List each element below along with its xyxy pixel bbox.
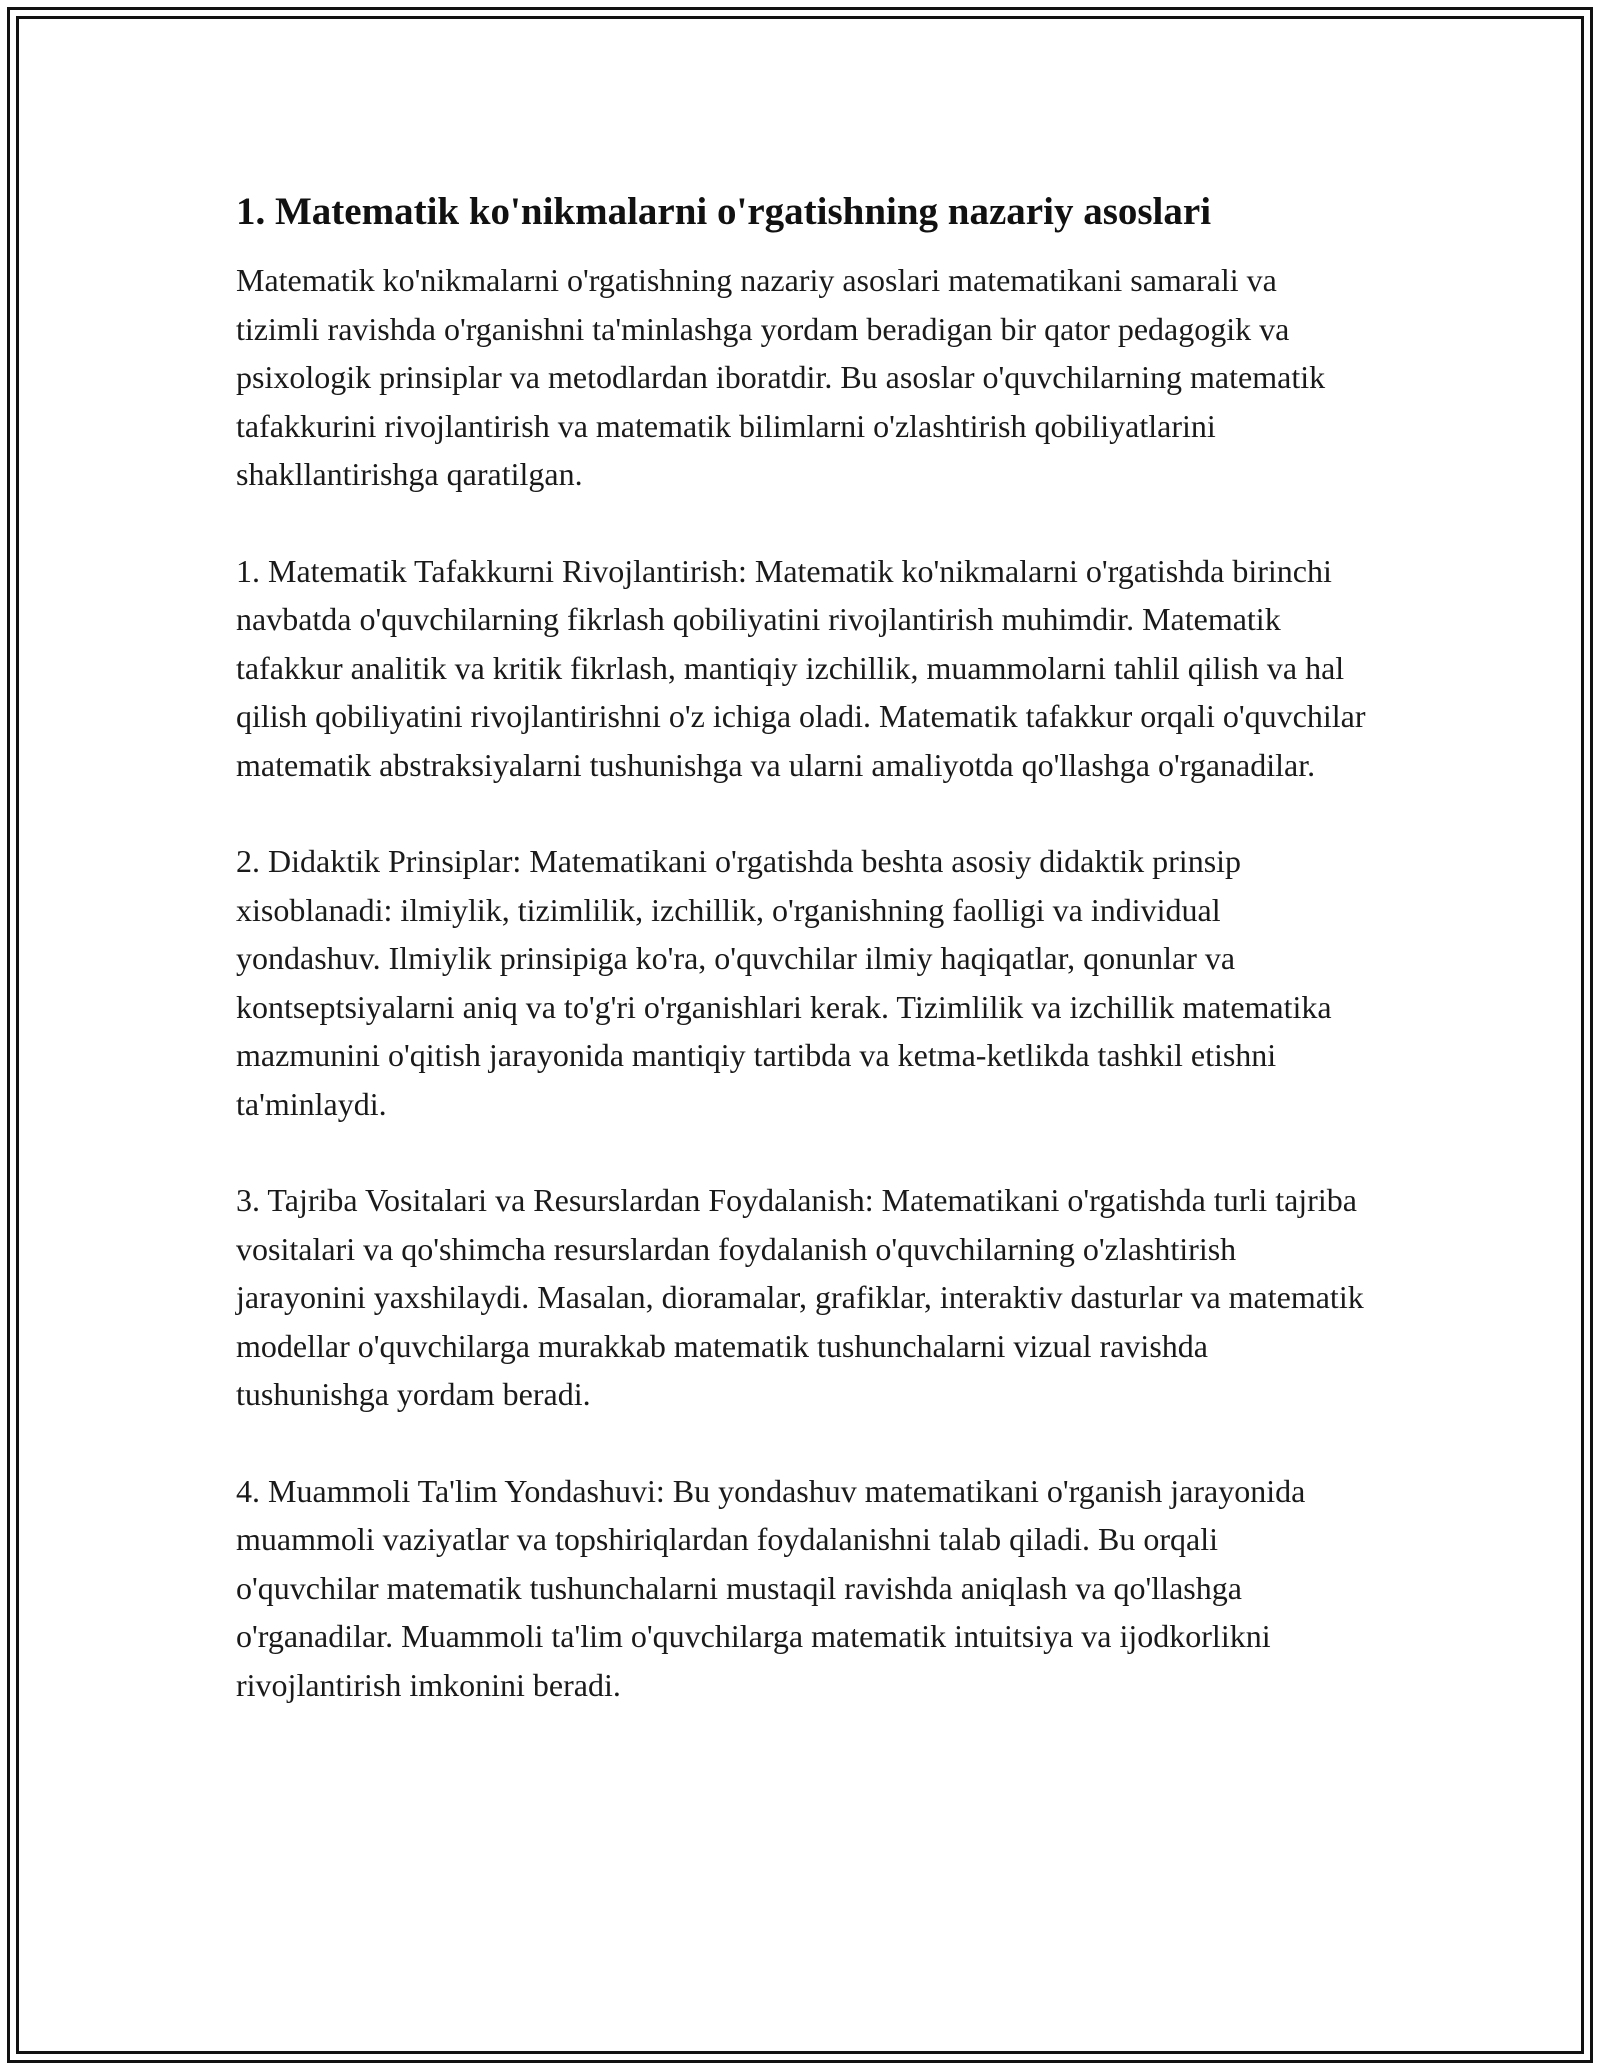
paragraph-experimental-tools: 3. Tajriba Vositalari va Resurslardan Foydalanish: Matematikani o'rgatishda turli tajriba vositalari va qo'shimcha resurslardan foydalanish o'quvchilarning o'zlashtirish jarayonini yaxshilaydi. Masalan, dioramalar, grafiklar, interaktiv dasturlar va matematik modellar o'quvchilarga murakkab matematik tushunchalarni vizual ravishda tushunishga yordam beradi. xyxy=(236,1182,1364,1412)
paragraph-problem-based-learning: 4. Muammoli Ta'lim Yondashuvi: Bu yondashuv matematikani o'rganish jarayonida muammoli vaziyatlar va topshiriqlardan foydalanishni talab qiladi. Bu orqali o'quvchilar matematik tushunchalarni mustaqil ravishda aniqlash va qo'llashga o'rganadilar. Muammoli ta'lim o'quvchilarga matematik intuitsiya va ijodkorlikni rivojlantirish imkonini beradi. xyxy=(236,1472,1306,1703)
intro-paragraph: Matematik ko'nikmalarni o'rgatishning nazariy asoslari matematikani samarali va tizimli ravishda o'rganishni ta'minlashga yordam beradigan bir qator pedagogik va psixologik prinsiplar va metodlardan iboratdir. Bu asoslar o'quvchilarning matematik tafakkurini rivojlantirish va matematik bilimlarni o'zlashtirish qobiliyatlarini shakllantirishga qaratilgan. xyxy=(236,262,1326,492)
document-body xyxy=(236,186,1366,1709)
paragraph-didactic-principles: 2. Didaktik Prinsiplar: Matematikani o'rgatishda beshta asosiy didaktik prinsip xisoblanadi: ilmiylik, tizimlilik, izchillik, o'rganishning faolligi va individual yondashuv. Ilmiylik prinsipiga ko'ra, o'quvchilar ilmiy haqiqatlar, qonunlar va kontseptsiyalarni aniq va to'g'ri o'rganishlari kerak. Tizimlilik va izchillik matematika mazmunini o'qitish jarayonida mantiqiy tartibda va ketma-ketlikda tashkil etishni ta'minlaydi. xyxy=(236,843,1332,1122)
paragraph-mathematical-thinking: 1. Matematik Tafakkurni Rivojlantirish: Matematik ko'nikmalarni o'rgatishda birinchi navbatda o'quvchilarning fikrlash qobiliyatini rivojlantirish muhimdir. Matematik tafakkur analitik va kritik fikrlash, mantiqiy izchillik, muammolarni tahlil qilish va hal qilish qobiliyatini rivojlantirishni o'z ichiga oladi. Matematik tafakkur orqali o'quvchilar matematik abstraksiyalarni tushunishga va ularni amaliyotda qo'llashga o'rganadilar. xyxy=(236,552,1366,783)
document-title: 1. Matematik ko'nikmalarni o'rgatishning nazariy asoslari xyxy=(236,190,1212,233)
